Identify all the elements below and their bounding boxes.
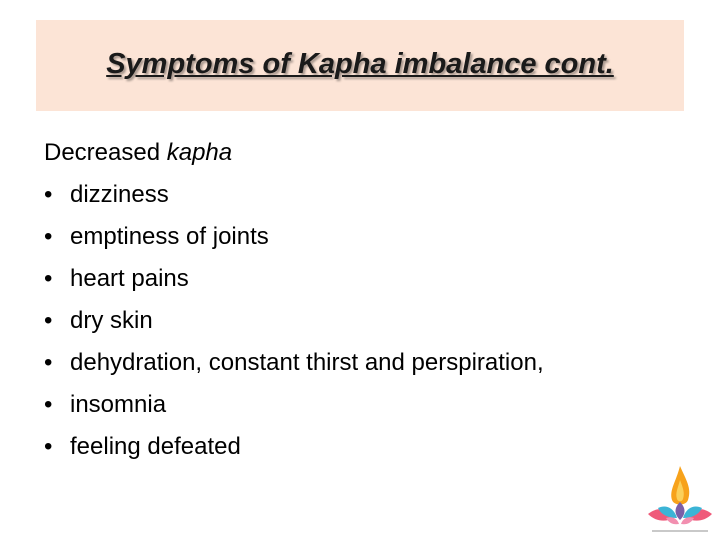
title-banner (36, 20, 684, 111)
list-item (44, 426, 684, 468)
section-heading (44, 132, 684, 174)
bullet-icon: • (44, 391, 53, 418)
bullet-icon: • (44, 433, 53, 460)
list-item-text: insomnia (70, 391, 167, 418)
heading-italic-term: kapha (166, 139, 233, 166)
bullet-icon: • (44, 181, 53, 208)
bullet-icon: • (44, 307, 53, 334)
bullet-icon: • (44, 223, 53, 250)
slide-title: Symptoms of Kapha imbalance cont. (106, 48, 614, 80)
list-item-text: emptiness of joints (70, 223, 269, 250)
list-item (44, 216, 684, 258)
symptom-list (44, 174, 684, 468)
list-item-text: heart pains (70, 265, 189, 292)
list-item-text: dizziness (70, 181, 169, 208)
list-item-text: dehydration, constant thirst and perspiration, (70, 349, 544, 376)
bullet-icon: • (44, 349, 53, 376)
lotus-flame-logo-icon (640, 462, 720, 540)
list-item (44, 258, 684, 300)
list-item-text: feeling defeated (70, 433, 241, 460)
bullet-icon: • (44, 265, 53, 292)
slide-content (44, 132, 684, 468)
list-item (44, 342, 684, 384)
list-item (44, 174, 684, 216)
list-item-text: dry skin (70, 307, 153, 334)
list-item (44, 384, 684, 426)
heading-prefix: Decreased (44, 139, 167, 166)
list-item (44, 300, 684, 342)
